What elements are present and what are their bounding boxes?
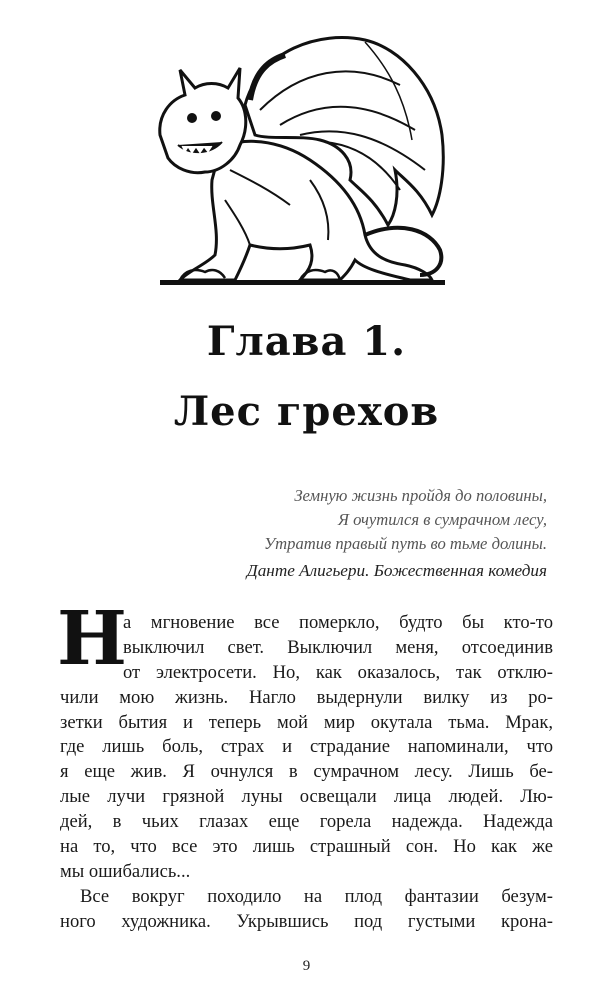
text-line: мы ошибались... bbox=[60, 860, 191, 882]
chapter-title-line2: Лес грехов bbox=[173, 388, 440, 435]
text-line: я еще жив. Я очнулся в сумрачном лесу. Лишь бе- bbox=[60, 761, 553, 783]
text-line: чили мою жизнь. Нагло выдернули вилку из ро- bbox=[60, 686, 553, 708]
epigraph-line: Утратив правый путь во тьме долины. bbox=[264, 534, 547, 553]
text-line: от электросети. Но, как оказалось, так отклю- bbox=[123, 661, 553, 683]
text-line: зетки бытия и теперь мой мир окутала тьма. Мрак, bbox=[60, 711, 553, 733]
text-line: где лишь боль, страх и страдание напоминали, что bbox=[60, 736, 553, 758]
text-line: дей, в чьих глазах еще горела надежда. Надежда bbox=[60, 811, 553, 833]
epigraph-source: Данте Алигьери. Божественная комедия bbox=[246, 561, 547, 580]
text-line: лые лучи грязной луны освещали лица людей. Лю- bbox=[60, 786, 553, 808]
text-line: Все вокруг походило на плод фантазии безум- bbox=[80, 885, 553, 907]
epigraph-line: Я очутился в сумрачном лесу, bbox=[338, 510, 547, 529]
text-line: а мгновение все померкло, будто бы кто-то bbox=[123, 612, 553, 633]
text-line: выключил свет. Выключил меня, отсоединив bbox=[123, 636, 553, 658]
page-number: 9 bbox=[302, 958, 311, 974]
epigraph-line: Земную жизнь пройдя до половины, bbox=[294, 486, 547, 505]
chapter-title-line1: Глава 1. bbox=[206, 318, 407, 365]
chapter-body bbox=[60, 611, 553, 935]
text-line: на то, что все это лишь страшный сон. Но как же bbox=[60, 836, 553, 858]
text-line: ного художника. Укрывшись под густыми крона- bbox=[60, 910, 553, 932]
epigraph bbox=[264, 484, 547, 556]
gargoyle-illustration bbox=[150, 30, 455, 285]
drop-cap: Н bbox=[57, 596, 127, 682]
